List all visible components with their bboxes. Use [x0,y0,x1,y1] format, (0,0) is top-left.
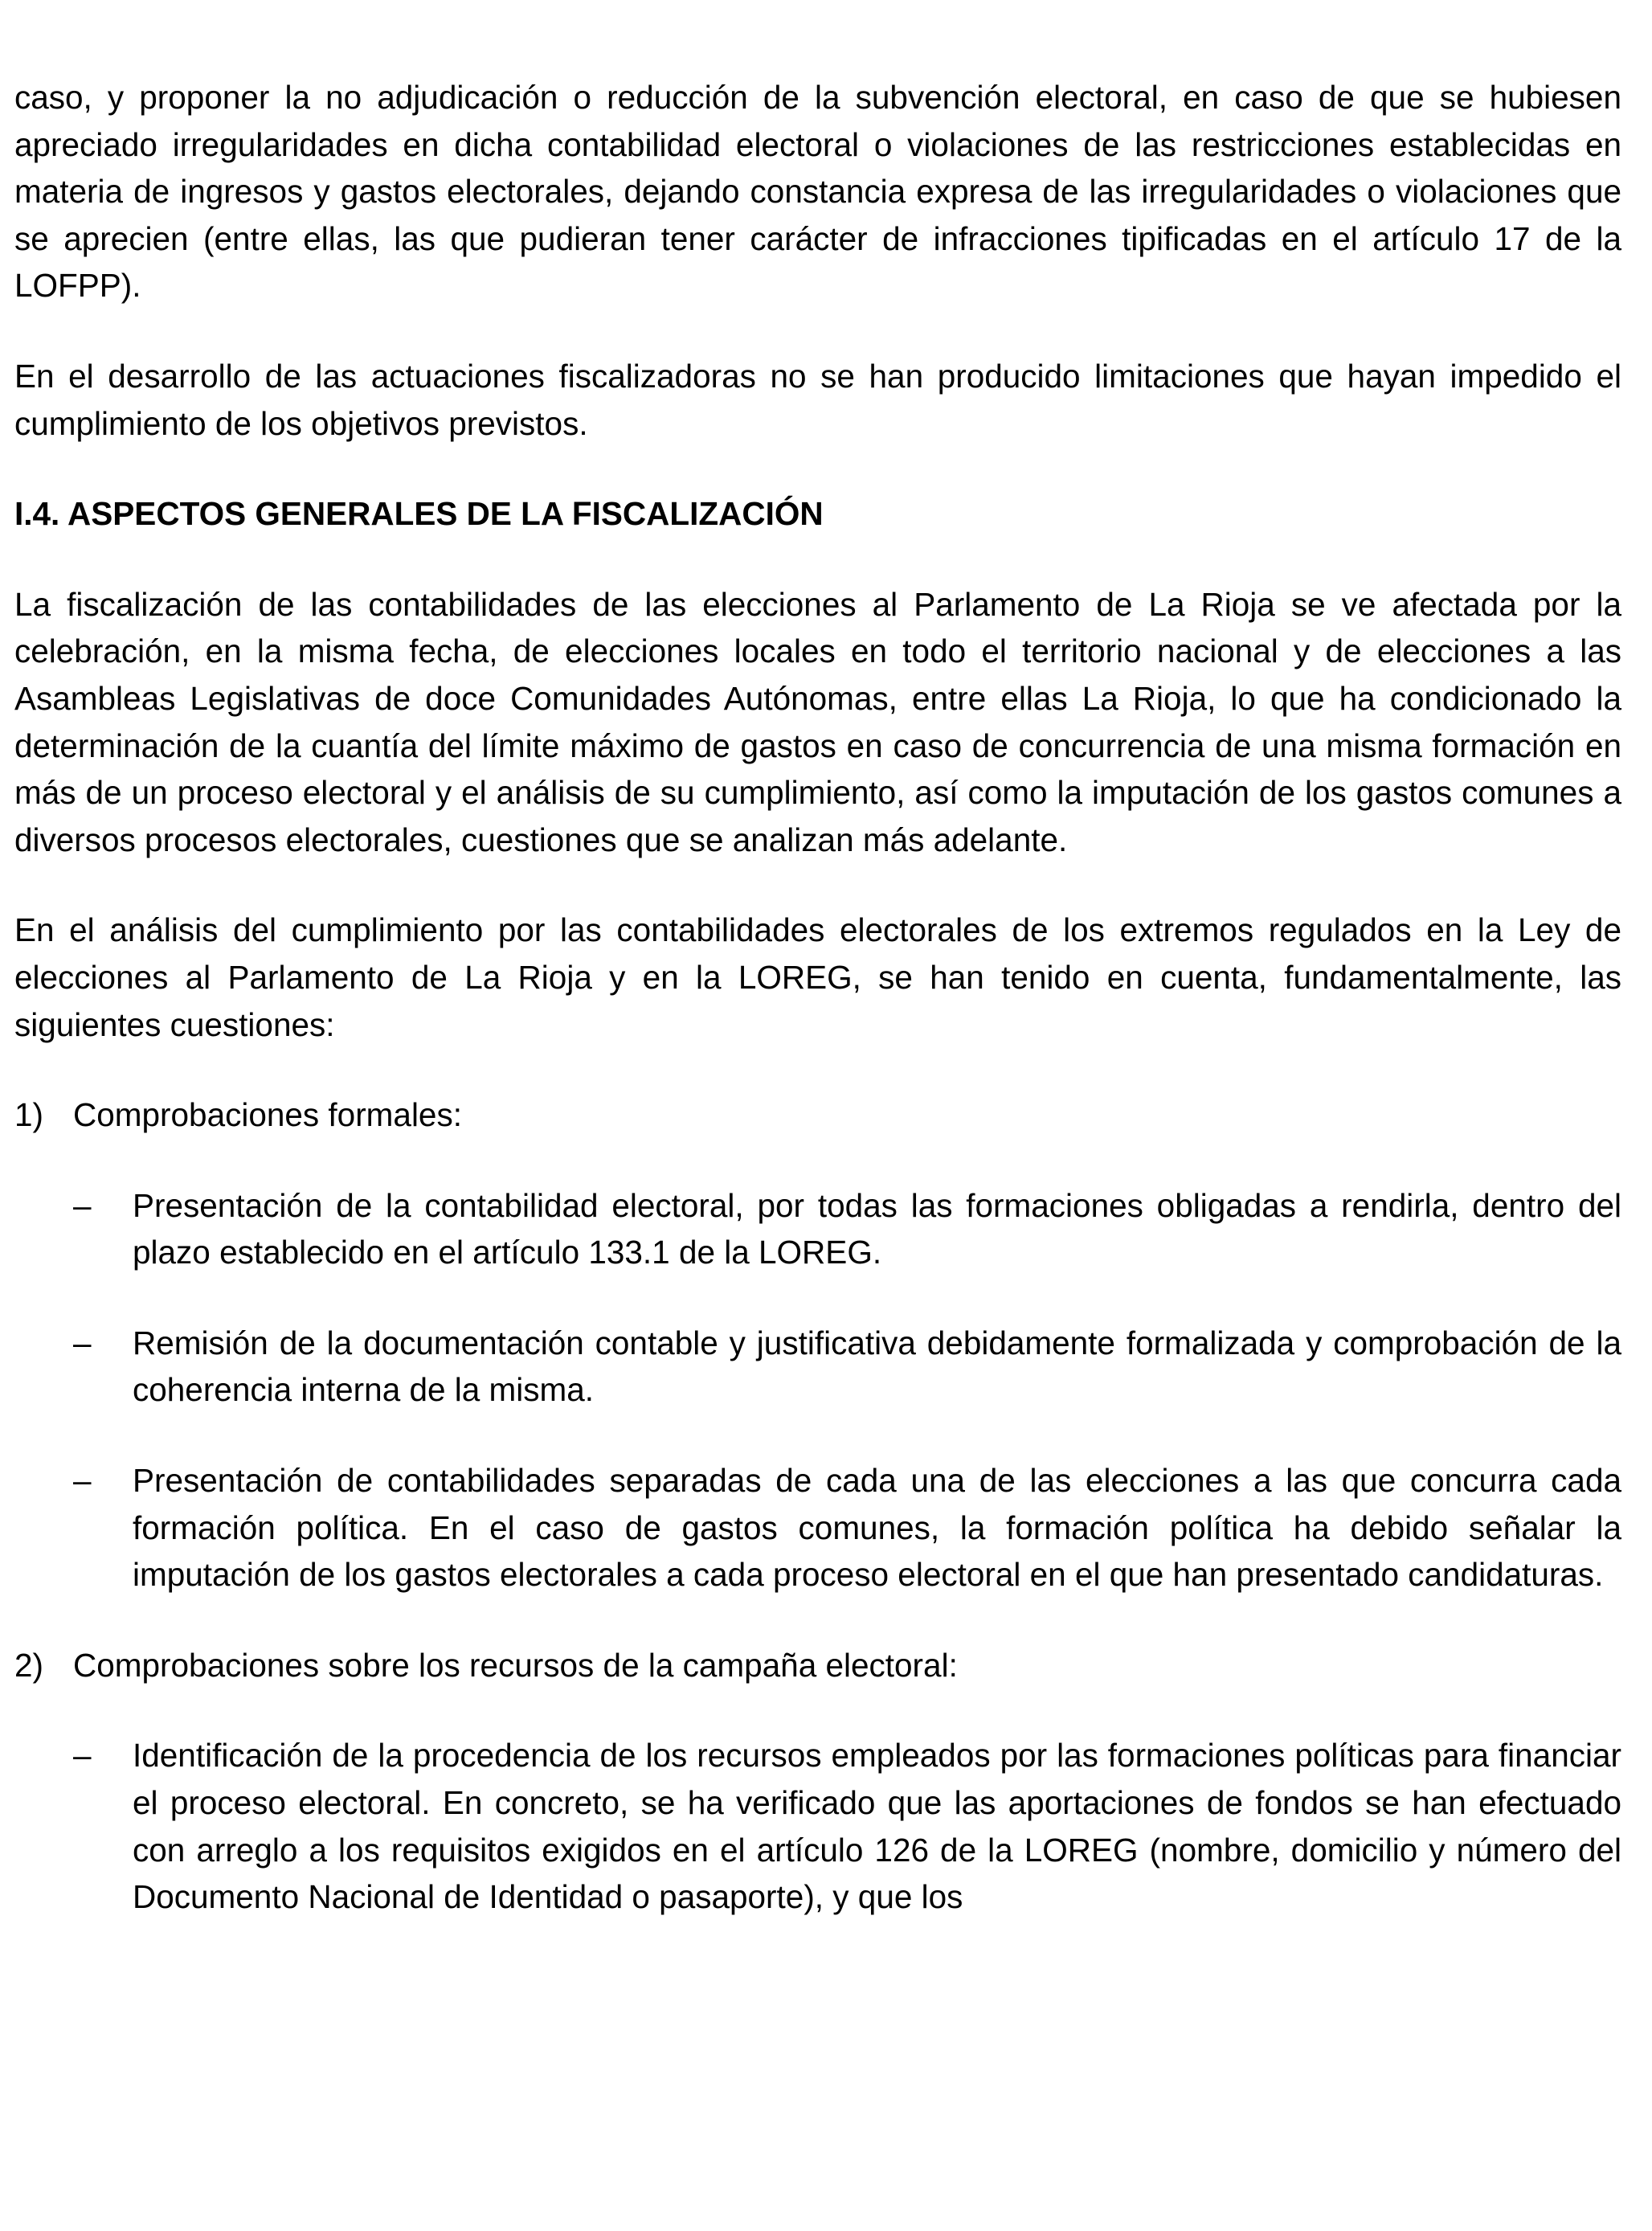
paragraph-analysis: En el análisis del cumplimiento por las contabilidades electorales de los extremos regulados en la Ley de elecciones al Parlamento de La Rioja y en la LOREG, se han tenido en cuenta, fundamentalmente, las siguientes cuestiones: [14,911,1621,1043]
bullet-item [73,1182,1621,1276]
paragraph-general-aspects: La fiscalización de las contabilidades de las elecciones al Parlamento de La Rioja se ve afectada por la celebración, en la misma fecha, de elecciones locales en todo el territorio nacional y de elecciones a las Asambleas Legislativas de doce Comunidades Autónomas, entre ellas La Rioja, lo que ha condicionado la determinación de la cuantía del límite máximo de gastos en caso de concurrencia de una misma formación en más de un proceso electoral y el análisis de su cumplimiento, así como la imputación de los gastos comunes a diversos procesos electorales, cuestiones que se analizan más adelante. [14,585,1621,858]
paragraph-limitations: En el desarrollo de las actuaciones fiscalizadoras no se han producido limitaciones que hayan impedido el cumplimiento de los objetivos previstos. [14,357,1621,442]
bullet-item [73,1457,1621,1599]
bullet-text: Identificación de la procedencia de los recursos empleados por las formaciones políticas para financiar el proceso electoral. En concreto, se ha verificado que las aportaciones de fondos se han efectuado con arreglo a los requisitos exigidos en el artículo 126 de la LOREG (nombre, domicilio y número del Documento Nacional de Identidad o pasaporte), y que los [133,1737,1621,1916]
dash-marker: – [73,1186,92,1224]
dash-marker: – [73,1737,92,1775]
item-number: 1) [14,1096,44,1134]
bullet-text: Remisión de la documentación contable y justificativa debidamente formalizada y comprobación de la coherencia interna de la misma. [133,1324,1621,1409]
item-title: Comprobaciones formales: [73,1096,462,1134]
bullet-item [73,1732,1621,1920]
paragraph-intro: caso, y proponer la no adjudicación o reducción de la subvención electoral, en caso de que se hubiesen apreciado irregularidades en dicha contabilidad electoral o violaciones de las restricciones establecidas en materia de ingresos y gastos electorales, dejando constancia expresa de las irregularidades o violaciones que se aprecien (entre ellas, las que pudieran tener carácter de infracciones tipificadas en el artículo 17 de la LOFPP). [14,79,1621,305]
bullet-text: Presentación de contabilidades separadas de cada una de las elecciones a las que concurra cada formación política. En el caso de gastos comunes, la formación política ha debido señalar la imputación de los gastos electorales a cada proceso electoral en el que han presentado candidaturas. [133,1462,1621,1594]
bullet-text: Presentación de la contabilidad electoral, por todas las formaciones obligadas a rendirla, dentro del plazo establecido en el artículo 133.1 de la LOREG. [133,1186,1621,1271]
dash-marker: – [73,1324,92,1361]
bullet-item [73,1320,1621,1414]
item-title: Comprobaciones sobre los recursos de la campaña electoral: [73,1646,958,1684]
dash-marker: – [73,1462,92,1500]
document-page [14,74,1621,1964]
section-heading: I.4. ASPECTOS GENERALES DE LA FISCALIZACIÓN [14,495,824,533]
numbered-item [14,1091,1621,1139]
item-number: 2) [14,1646,44,1684]
numbered-item [14,1642,1621,1689]
